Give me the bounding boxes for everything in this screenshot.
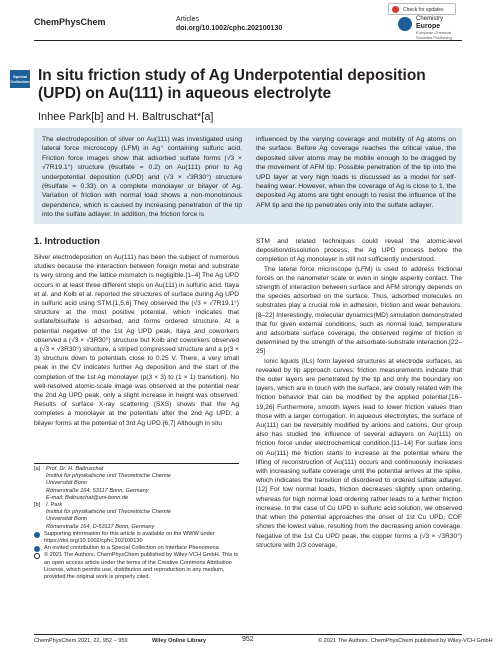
header-divider — [34, 40, 462, 41]
journal-name: ChemPhysChem — [34, 17, 106, 27]
footer-library-link[interactable]: Wiley Online Library — [152, 638, 207, 644]
affiliation-divider — [34, 463, 239, 464]
affiliation-key: [a] — [34, 466, 41, 472]
chemistry-europe-icon — [398, 17, 412, 31]
section-title: 1. Introduction — [34, 236, 100, 247]
article-authors: Inhee Park[b] and H. Baltruschat*[a] — [38, 111, 214, 123]
affiliation-name: Prof. Dr. H. Baltruschat — [46, 466, 104, 472]
abstract-box — [34, 128, 462, 224]
article-type: Articles — [176, 16, 199, 23]
logo-line3: European Chemical Societies Publishing — [416, 30, 452, 40]
affiliation-a — [34, 466, 239, 502]
doi-link[interactable]: doi.org/10.1002/cphc.202100130 — [176, 25, 283, 32]
chemistry-europe-logo — [398, 16, 460, 40]
paragraph: Silver electrodeposition on Au(111) has been the subject of numerous studies because the interaction between foreign metal and substrate is very strong and the lattice mismatch is negligible.[1–4] The Ag UPD occurs in at least three different steps on Au(111) in sulfuric acid. Itaya et al. and Kolb et al. reported the structures of surface during Ag UPD in sulfuric acid using STM.[1,5,6] They observed the (√3 × √7R19.1°) structure at the most positive potential, which indicates that sulfate/bisulfate is adsorbed, and forms ordered structure. At a potential negative of the 1st Ag UPD peak, Itaya and coworkers observed a (√3 × √3R30°) structure but Kolb and coworkers observed a (√3 × √3R30°) structure, a striped compressed structure and a p(3 × 3) structure down to potentials close to 0.25 V. There, a very small peak in the CV indicates further Ag deposition and the start of the completion of the 1st Ag monolayer (p(3 × 3) to (1 × 1) transition). No well-resolved atomic-scale image was observed at the potential near the 2nd Ag UPD peak, only a slight increase in height was observed. Results of surface X-ray scattering (SXS) shows that the Ag completes a monolayer at the potentials after the 2nd Ag UPD; a bilayer forms at the potential of 3rd Ag UPD.[6,7] Although in situ — [34, 254, 239, 427]
paragraph: Ionic liquids (ILs) form layered structures at electrode surfaces, as revealed by tip approach curves; friction measurements indicate that the outer layers are penetrated by the tip and only the boundary ion layers, which are in touch with the surface, are closely related with the friction behavior that can be modified by the applied potential.[16–19,26] Furthermore, smooth layers lead to lower friction values than those with a larger corrugation. In aqueous electrolytes, the surface of Au(111) can be reversibly modified by anions and cations. Our group also has studied the influence of several adlayers on Au(111) on friction force under electrochemical condition.[11–14] For sulfate ions on Au(111) the friction starts to increase at the potential where the lifting of reconstruction of Au(111) occurs and continuously increases with increasing sulfate coverage until the potential arrives at the spike, which indicates the transition of disordered to ordered sulfate adlayer.[12] For low normal loads, friction decreases slightly upon ordering, whereas for high normal load ordering rather leads to a further friction increase. In the case of Cu UPD in sulfuric acid solution, we observed that when the potential approaches the onset of 1st Cu UPD, COF shows the lowest value, resulting from the decreasing anion coverage. Negative of the 1st Cu UPD peak, the copper forms a (√3 × √3R30°) structure with 2/3 coverage, — [256, 357, 462, 549]
paragraph: The lateral force microscope (LFM) is used to address frictional forces on the nanometer scale or even in single asperity contact. The strength of interaction between surface and AFM strongly depends on the species adsorbed on the surface. Thus, adsorbed molecules on substrates play a crucial role in adhesion, friction and wear behaviors.[8–22] Interestingly, molecular dynamics(MD) simulation demonstrated that for given external conditions, such as normal load, temperature and adsorbate surface coverage, the observed regime of friction is determined by the strength of the adsorbate-substrate interaction.[22–25] — [256, 265, 462, 356]
affiliation-name: I. Park — [46, 502, 63, 509]
collection-icon — [34, 546, 40, 552]
abstract-left: The electrodeposition of silver on Au(111) was investigated using lateral force microscopy (LFM) in Ag⁺ containing sulfuric acid. Friction force images show that adsorbed sulfate forms (√3 × √7R19.1°) structure (θsulfate = 0.2) on Au(111) prior to Ag underpotential deposition (UPD) and (√3 × √3R30°) structure (θsulfate = 0.33) on a complete monolayer or bilayer of Ag. Variation of friction with normal load shows a non-monotonous dependence, which is caused by increasing penetration of the tip into the sulfate adlayer. In addition, the friction force is — [42, 136, 242, 219]
open-access-icon — [34, 553, 40, 559]
affiliation-address: Römerstraße 164, D-53117 Bonn, Germany — [46, 523, 155, 530]
license-note — [34, 552, 239, 581]
body-right-column — [256, 237, 462, 550]
affiliation-institute: Institut für physikalische und Theoretische Chemie — [46, 509, 171, 516]
supporting-info-text: Supporting information for this article is available on the WWW under https://doi.org/10.1002/cphc.202100130 — [44, 530, 215, 545]
collection-text: An invited contribution to a Special Collection on Interface Phenomena — [44, 545, 219, 552]
license-text: © 2021 The Authors. ChemPhysChem published by Wiley-VCH GmbH. This is an open access article under the terms of the Creative Commons Attribution License, which permits use, distribution and reproduction in any medium, provided the original work is properly cited. — [44, 552, 238, 581]
body-left-column — [34, 253, 239, 428]
affiliation-university: Universität Bonn — [46, 516, 88, 523]
article-header — [176, 15, 282, 33]
footer-divider — [34, 634, 462, 635]
affiliation-email[interactable]: E-mail: Baltruschat@uni-bonn.de — [46, 494, 129, 501]
affiliations — [34, 466, 239, 581]
affiliation-key: [b] — [34, 502, 41, 509]
logo-line1: Chemistry — [416, 16, 444, 22]
footer-copyright: © 2021 The Authors. ChemPhysChem published by Wiley-VCH GmbH — [318, 638, 493, 644]
article-title: In situ friction study of Ag Underpotential deposition (UPD) on Au(111) in aqueous electrolyte — [38, 67, 426, 102]
info-icon — [34, 532, 40, 538]
logo-line2: Europe — [416, 23, 441, 30]
affiliation-b — [34, 502, 239, 531]
footer-citation: ChemPhysChem 2021, 22, 952 – 959 — [34, 638, 128, 644]
page-number: 952 — [242, 636, 254, 643]
affiliation-university: Universität Bonn — [46, 480, 88, 487]
check-for-updates-button[interactable] — [388, 3, 456, 15]
paragraph: STM and related techniques could reveal the atomic-level deposition/dissolution process, the Ag UPD process before the completion of Ag monolayer is still not sufficiently understood. — [256, 238, 462, 264]
supporting-info[interactable] — [34, 531, 239, 545]
special-collection-badge: Special Collection — [10, 70, 30, 88]
affiliation-institute: Institut für physikalische und Theoretische Chemie — [46, 473, 171, 480]
check-for-updates-label: Check for updates — [403, 7, 444, 13]
abstract-right: influenced by the varying coverage and mobility of Ag atoms on the surface. Before Ag coverage reaches the critical value, the deposited silver atoms may be mobile enough to be dragged by the movement of AFM tip. Possible penetration of the tip into the UPD layer at very high loads is discussed as a model for self-healing wear. However, when the coverage of Ag is close to 1, the deposited Ag atoms are tight enough to resist the influence of the AFM tip and the tip penetrates only into the sulfate adlayer. — [256, 136, 456, 209]
check-icon — [392, 6, 399, 13]
affiliation-address: Römerstraße 164, 53117 Bonn, Germany — [46, 487, 149, 494]
